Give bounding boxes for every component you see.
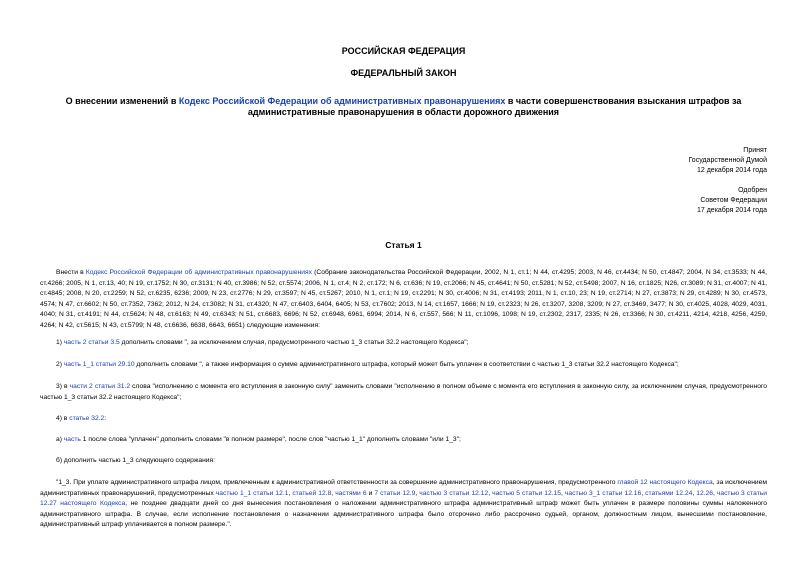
adoption-line-3: 12 декабря 2014 года — [696, 167, 767, 174]
law-title — [40, 96, 767, 118]
quote-link-12-16[interactable]: частью 3_1 статьи 12.16 — [564, 489, 642, 497]
quote-text-12: , не позднее двадцати дней со дня вынесения постановления о наложении административного штрафа административный штраф может быть уплачен в размере половины суммы наложенного административного штрафа. В случае, если исполнение постановления о назначении административного штрафа было отсрочено либо рассрочено судьей, органом, должностным лицом, вынесшими постановление, административный штраф уплачивается в полном размере.". — [40, 500, 767, 528]
quote-text-3: , — [288, 489, 293, 497]
item-4-paragraph — [40, 414, 767, 425]
quote-link-12-24[interactable]: статьями 12.24 — [645, 489, 693, 497]
item-4b-paragraph: б) дополнить частью 1_3 следующего содержания: — [56, 457, 215, 464]
item-3-link[interactable]: части 2 статьи 31.2 — [69, 383, 131, 390]
federation-heading: РОССИЙСКАЯ ФЕДЕРАЦИЯ — [341, 46, 466, 56]
quote-text-8: , — [560, 489, 565, 497]
quote-link-12-27[interactable]: частью 3 статьи 12.27 настоящего Кодекса — [40, 489, 767, 507]
item-1-number: 1) — [56, 339, 64, 346]
quote-link-12-8[interactable]: статьей 12.8 — [292, 489, 332, 497]
quote-link-12-1[interactable]: частью 1_1 статьи 12.1 — [215, 489, 289, 497]
item-4-link[interactable]: статье 32.2 — [69, 415, 105, 422]
item-4-text-after: : — [104, 415, 107, 422]
law-type-heading: ФЕДЕРАЛЬНЫЙ ЗАКОН — [350, 68, 457, 78]
title-text-before: О внесении изменений в — [65, 96, 179, 106]
approval-line-3: 17 декабря 2014 года — [696, 207, 767, 214]
item-4-text-before: 4) в — [56, 415, 70, 422]
approval-line-2: Советом Федерации — [700, 197, 767, 204]
item-4a-link[interactable]: часть — [63, 436, 81, 443]
item-1-text: дополнить словами ", за исключением случая, предусмотренного частью 1_3 статьи 32.2 настоящего Кодекса"; — [119, 339, 469, 346]
quote-link-12-12[interactable]: частью 3 статьи 12.12 — [419, 489, 489, 497]
intro-paragraph — [40, 268, 767, 331]
title-code-link[interactable]: Кодекс Российской Федерации об административных правонарушениях — [178, 96, 506, 106]
quote-text-11: , — [712, 489, 717, 497]
quote-link-12-15[interactable]: частью 5 статьи 12.15 — [492, 489, 561, 497]
quote-paragraph — [40, 478, 767, 531]
quote-text-10: , — [692, 489, 697, 497]
adoption-line-1: Принят — [743, 147, 767, 154]
item-1-paragraph — [40, 338, 767, 349]
article-title: Статья 1 — [385, 240, 422, 250]
adoption-line-2: Государственной Думой — [688, 157, 767, 164]
quote-text-1: "1_3. При уплате административного штрафа лицом, привлеченным к административной ответственности за совершение административного правонарушения, предусмотренного — [56, 479, 618, 486]
item-4a-paragraph — [40, 435, 767, 446]
quote-link-12-9[interactable]: 7 статьи 12.9 — [374, 489, 416, 497]
quote-text-5: и — [366, 489, 375, 497]
item-1-link[interactable]: часть 2 статьи 3.5 — [63, 339, 120, 346]
item-2-link[interactable]: часть 1_1 статьи 29.10 — [63, 361, 135, 368]
title-text-after: в части совершенствования взыскания штрафов за административные правонарушения в области дорожного движения — [247, 96, 742, 117]
approval-block — [697, 186, 767, 216]
quote-text-4: , — [331, 489, 336, 497]
item-2-paragraph — [40, 360, 767, 371]
quote-link-parts-6[interactable]: частями 6 — [335, 489, 367, 497]
intro-text-before: Внести в — [56, 269, 86, 276]
item-3-text-after: слова "исполнению с момента его вступления в законную силу" заменить словами "исполнению в полном объеме с момента его вступления в законную силу, за исключением случая, предусмотренного частью 1_3 статьи 32.2 настоящего Кодекса"; — [40, 383, 768, 401]
quote-link-12-26[interactable]: 12.26 — [696, 489, 713, 497]
quote-text-7: , — [488, 489, 493, 497]
item-3-text-before: 3) в — [56, 383, 70, 390]
item-2-number: 2) — [56, 361, 64, 368]
quote-link-chapter-12[interactable]: главой 12 настоящего Кодекса — [617, 479, 713, 486]
item-4a-text-after: 1 после слова "уплачен" дополнить словами "в полном размере", после слов "частью 1_1" дополнить словами "или 1_3"; — [80, 436, 461, 443]
quote-text-6: , — [415, 489, 420, 497]
intro-text-after: (Собрание законодательства Российской Федерации, 2002, N 1, ст.1; N 44, ст.4295; 2003, N 46, ст.4434; N 50, ст.4847; 2004, N 34, ст.3533; N 44, ст.4266; 2005, N 1, ст.13, 40; N 19, ст.1752; N 30, ст.3131; N 40, ст.3986; N 52, ст.5574; 2006, N 1, ст.4; N 2, ст.172; N 6, ст.636; N 19, ст.2066; N 45, ст.4641; N 50, ст.5281; N 52, ст.5498; 2007, N 16, ст.1825; N26, ст.3089; N 31, ст.4007; N 41, ст.4845; 2008, N 20, ст.2259; N 52, ст.6235, 6236; 2009, N 23, ст.2776; N 29, ст.3597; N 45, ст.5267; 2010, N 1, ст.1; N 19, ст.2291; N 30, ст.4006; N 31, ст.4193; 2011, N 1, ст.10, 23; N 19, ст.2714; N 27, ст.3873; N 29, ст.4289; N 30, ст.4573, 4574; N 47, ст.6602; N 50, ст.7352, 7362; 2012, N 24, ст.3082; N 31, ст.4320; N 47, ст.6403, 6404, 6405; N 53, ст.7602; 2013, N 14, ст.1657, 1666; N 19, ст.2323; N 26, ст.3207, 3208, 3209; N 27, ст.3469, 3477; N 30, ст.4025, 4028, 4029, 4031, 4040; N 31, ст.4191; N 44, ст.5624; N 48, ст.6163; N 49, ст.6343; N 51, ст.6683, 6696; N 52, ст.6948, 6961, 6994; 2014, N 6, ст.557, 566; N 11, ст.1096, 1098; N 19, ст.2302, 2317, 2335; N 26, ст.3366; N 30, ст.4211, 4214, 4218, 4256, 4259, 4264; N 42, ст.5615; N 43, ст.5799; N 48, ст.6636, 6638, 6643, 6651) следующие изменения: — [40, 269, 767, 329]
item-2-text: дополнить словами ", а также информация о сумме административного штрафа, который может быть уплачен в соответствии с частью 1_3 статьи 32.2 настоящего Кодекса"; — [134, 361, 679, 368]
item-3-paragraph — [40, 382, 767, 403]
approval-line-1: Одобрен — [738, 187, 767, 194]
intro-code-link[interactable]: Кодекс Российской Федерации об административных правонарушениях — [85, 269, 312, 276]
item-4a-text-before: а) — [56, 436, 64, 443]
quote-text-2: , за исключением административных правонарушений, предусмотренных — [40, 479, 767, 497]
quote-text-9: , — [641, 489, 646, 497]
adoption-block — [688, 146, 767, 176]
